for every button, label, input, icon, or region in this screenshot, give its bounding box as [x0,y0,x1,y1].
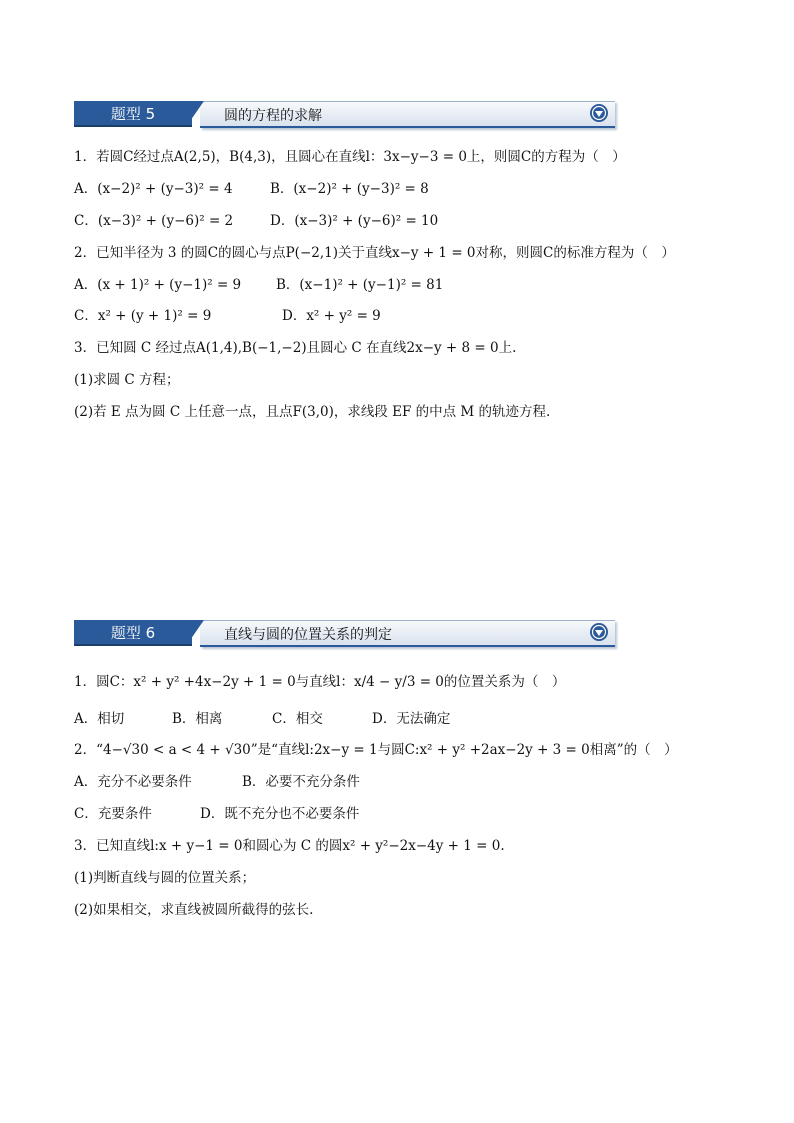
s5-q1-stem: 1．若圆C经过点A(2,5)，B(4,3)，且圆心在直线l：3x−y−3 = 0上，则圆C的方程为（ ） [74,149,626,165]
s6-q2-option-a: A．充分不必要条件 [74,774,192,790]
s6-q2-stem: 2．“4−√30 < a < 4 + √30”是“直线l:2x−y = 1与圆C:x² + y² +2ax−2y + 3 = 0相离”的（ ） [74,742,678,758]
s5-q2-option-d: D．x² + y² = 9 [282,308,381,324]
s6-q3-part-2: (2)如果相交，求直线被圆所截得的弦长. [74,902,314,918]
s5-q2-stem: 2．已知半径为 3 的圆C的圆心与点P(−2,1)关于直线x−y + 1 = 0对称，则圆C的标准方程为（ ） [74,245,675,261]
s6-q3-stem: 3．已知直线l:x + y−1 = 0和圆心为 C 的圆x² + y²−2x−4y + 1 = 0. [74,838,505,854]
s5-q1-option-c: C．(x−3)² + (y−6)² = 2 [74,213,234,229]
s6-q1-stem: 1．圆C：x² + y² +4x−2y + 1 = 0与直线l：x/4 − y/3 = 0的位置关系为（ ） [74,674,566,690]
s6-q1-option-b: B．相离 [172,711,223,727]
s6-q2-option-b: B．必要不充分条件 [242,774,360,790]
section-5-header [74,101,615,127]
s6-q2-option-d: D．既不充分也不必要条件 [200,806,360,822]
section-5-title: 圆的方程的求解 [224,108,322,124]
section-6-title: 直线与圆的位置关系的判定 [224,627,392,643]
s5-q1-option-d: D．(x−3)² + (y−6)² = 10 [270,213,439,229]
s5-q1-option-a: A．(x−2)² + (y−3)² = 4 [74,181,233,197]
section-5-tag: 题型 5 [74,101,192,127]
section-6-header [74,620,615,646]
s6-q3-part-1: (1)判断直线与圆的位置关系； [74,870,256,886]
s5-q3-part-1: (1)求圆 C 方程； [74,372,180,388]
s5-q1-option-b: B．(x−2)² + (y−3)² = 8 [270,181,429,197]
s6-q1-option-c: C．相交 [272,711,323,727]
section-6-tag: 题型 6 [74,620,192,646]
chevron-down-circle-icon [589,103,609,123]
s5-q3-stem: 3．已知圆 C 经过点A(1,4),B(−1,−2)且圆心 C 在直线2x−y + 8 = 0上. [74,340,517,356]
chevron-down-circle-icon [589,622,609,642]
s5-q2-option-a: A．(x + 1)² + (y−1)² = 9 [74,277,242,293]
s6-q1-option-a: A．相切 [74,711,125,727]
s5-q2-option-c: C．x² + (y + 1)² = 9 [74,308,212,324]
s5-q2-option-b: B．(x−1)² + (y−1)² = 81 [276,277,444,293]
s6-q2-option-c: C．充要条件 [74,806,152,822]
s6-q1-option-d: D．无法确定 [372,711,451,727]
s5-q3-part-2: (2)若 E 点为圆 C 上任意一点，且点F(3,0)，求线段 EF 的中点 M 的轨迹方程. [74,404,551,420]
